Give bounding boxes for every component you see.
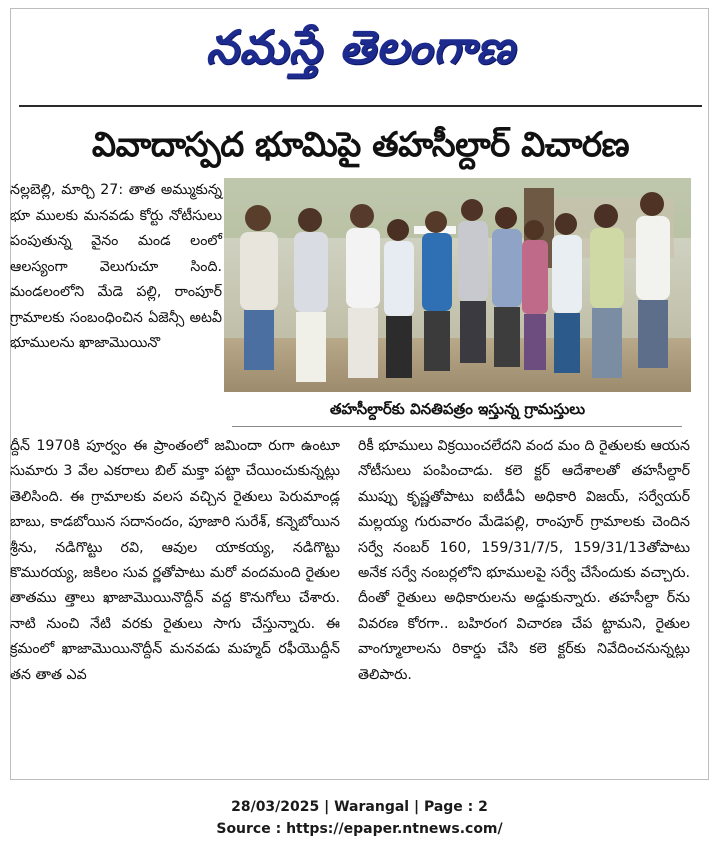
edition-info: 28/03/2025 | Warangal | Page : 2 — [231, 799, 488, 815]
article-column-right: రికీ భూములు విక్రయించలేదని వంద మం ది రైతులకు ఆయన నోటీసులు పంపించాడు. కలె క్టర్ ఆదేశాలతో తహసీల్దార్ ముప్పు కృష్ణతోపాటు ఐటీడీఏ అధికారి విజయ్, సర్వేయర్ మల్లయ్య గురువారం మేడెపల్లి, రాంపూర్ గ్రామాలకు చెందిన సర్వే నంబర్ 160, 159/31/7/5, 159/31/13తోపాటు అనేక సర్వే నంబర్లలోని భూములపై సర్వే చేసేందుకు వచ్చారు. దీంతో రైతులు అధికారులను అడ్డుకున్నారు. తహసీల్దా ర్‌ను వివరణ కోరగా.. బహిరంగ విచారణ చేప ట్టామని, రైతుల వాంగ్మూలాలను రికార్డు చేసి కలె క్టర్‌కు నివేదించనున్నట్లు తెలిపారు. — [358, 438, 690, 683]
article-intro-text: నల్లబెల్లి, మార్చి 27: తాత అమ్ముకున్న భూ ములకు మనవడు కోర్టు నోటీసులు పంపుతున్న వైనం మండ లంలో ఆలస్యంగా వెలుగుచూ సింది. మండలంలోని మేడె పల్లి, రాంపూర్ గ్రామాలకు సంబంధించిన ఏజెన్సీ అటవీ భూములను ఖాజామొయినొ — [10, 182, 222, 351]
photo-caption: తహసీల్దార్‌కు వినతిపత్రం ఇస్తున్న గ్రామస్తులు — [329, 400, 586, 418]
caption-divider — [232, 426, 682, 427]
newspaper-masthead: నమస్తే తెలంగాణ — [205, 20, 516, 74]
headline-divider — [19, 105, 702, 107]
article-column-left: ద్దీన్ 1970కి పూర్వం ఈ ప్రాంతంలో జమిందా రుగా ఉంటూ సుమారు 3 వేల ఎకరాలు బిల్ మక్తా పట్టా చేయించుకున్నట్లు తెలిసింది. ఈ గ్రామాలకు వలస వచ్చిన రైతులు పెరుమాండ్ల బాబు, కాడబోయిన సదానందం, పూజారి సురేశ్, కన్నెబోయిన శ్రీను, నడిగొట్టు రవి, ఆవుల యాకయ్య, నడిగొట్టు కొమురయ్య, జకిలం సువ ర్ణతోపాటు మరో వందమంది రైతుల తాతము త్తాలు ఖాజామొయినొద్దీన్ వద్ద కొనుగోలు చేశారు. నాటి నుంచి నేటి వరకు రైతులు సాగు చేస్తున్నారు. ఈ క్రమంలో ఖాజామొయినొద్దీన్ మనవడు మహ్మద్ రఫీయొద్దీన్ తన తాత ఎవ — [10, 438, 340, 683]
source-footer — [0, 796, 719, 840]
source-link[interactable]: Source : https://epaper.ntnews.com/ — [216, 821, 503, 837]
article-headline: వివాదాస్పద భూమిపై తహసీల్దార్ విచారణ — [91, 125, 630, 165]
article-photo — [224, 178, 691, 392]
